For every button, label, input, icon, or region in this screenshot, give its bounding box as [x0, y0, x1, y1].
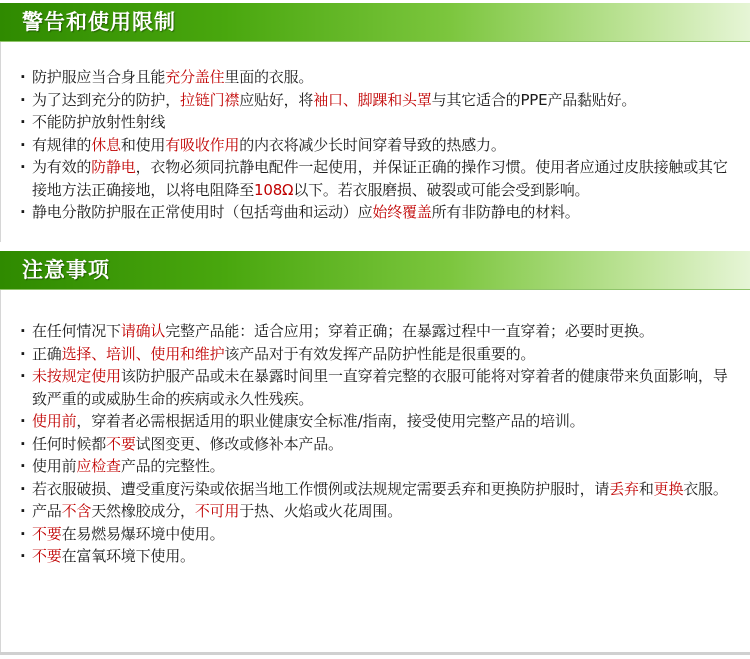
item-text: 和使用: [120, 135, 166, 154]
notes-item: [0, 523, 730, 546]
item-text: 有规律的: [32, 135, 92, 154]
bullet-icon: ·: [20, 135, 26, 154]
bullet-icon: ·: [20, 367, 26, 385]
notes-item: [0, 343, 730, 366]
item-text: 不能防护放射性射线: [32, 113, 166, 131]
highlighted-text: 始终覆盖: [372, 203, 432, 221]
item-text: 任何时候都: [32, 434, 107, 453]
item-text: 的内衣将减少长时间穿着导致的热感力。: [239, 135, 506, 154]
highlighted-text: 请确认: [120, 322, 166, 340]
notes-header: [0, 251, 750, 290]
item-text: ，衣物必须同抗静电配件一起使用，并保证正确的操作习惯。使用者应通过皮肤接触或其它接地方法正确接地，以将电阻降至: [32, 158, 728, 199]
highlighted-text: 防静电: [91, 158, 136, 176]
notes-item: [0, 410, 730, 433]
item-text: 在富氧环境下使用。: [61, 547, 195, 565]
notes-item: [0, 365, 730, 410]
highlighted-text: 拉链门襟: [180, 90, 240, 109]
bullet-icon: ·: [20, 158, 26, 176]
bullet-icon: ·: [20, 434, 26, 453]
notes-title: 注意事项: [22, 258, 110, 282]
highlighted-text: 休息: [91, 135, 121, 154]
warnings-header: [0, 3, 750, 42]
notes-item: [0, 545, 730, 568]
highlighted-text: 不含: [61, 502, 92, 520]
bullet-icon: ·: [20, 203, 26, 221]
highlighted-text: 不要: [32, 547, 62, 565]
highlighted-text: 袖口、脚踝和头罩: [313, 90, 432, 109]
highlighted-text: 选择、培训、使用和维护: [61, 344, 225, 363]
highlighted-text: 未按规定使用: [32, 367, 121, 385]
warnings-list: [0, 66, 730, 224]
notes-item: [0, 478, 730, 501]
item-text: 所有非防静电的材料。: [431, 203, 580, 221]
bullet-icon: ·: [20, 457, 26, 475]
notes-list: [0, 320, 730, 568]
bullet-icon: ·: [20, 344, 26, 363]
item-text: ，穿着者必需根据适用的职业健康安全标准/指南，接受使用完整产品的培训。: [76, 412, 585, 430]
bottom-divider: [0, 652, 750, 657]
item-text: 使用前: [32, 457, 77, 475]
warnings-item: [0, 66, 730, 89]
item-text: 天然橡胶成分，: [91, 502, 195, 520]
highlighted-text: 充分盖住: [165, 68, 225, 86]
warnings-item: [0, 134, 730, 157]
notes-item: [0, 500, 730, 523]
notes-item: [0, 455, 730, 478]
highlighted-text: 应检查: [76, 457, 121, 475]
item-text: 产品: [32, 502, 62, 520]
bullet-icon: ·: [20, 547, 26, 565]
bullet-icon: ·: [20, 412, 26, 430]
highlighted-text: 使用前: [32, 412, 77, 430]
highlighted-text: 有吸收作用: [165, 135, 240, 154]
item-text: 静电分散防护服在正常使用时（包括弯曲和运动）应: [32, 203, 373, 221]
item-text: 在任何情况下: [32, 322, 121, 340]
item-text: 应贴好，将: [239, 90, 314, 109]
warnings-item: [0, 111, 730, 134]
item-text: 里面的衣服。: [224, 68, 314, 86]
bullet-icon: ·: [20, 90, 26, 109]
warnings-item: [0, 156, 730, 201]
highlighted-text: 不要: [106, 434, 136, 453]
item-text: 为了达到充分的防护，: [32, 90, 181, 109]
item-text: 正确: [32, 344, 62, 363]
bullet-icon: ·: [20, 524, 26, 543]
item-text: 于热、火焰或火花周围。: [239, 502, 403, 520]
item-text: 完整产品能：适合应用；穿着正确；在暴露过程中一直穿着；必要时更换。: [165, 322, 654, 340]
item-text: 衣服。: [683, 479, 728, 498]
item-text: 产品的完整性。: [120, 457, 225, 475]
item-text: 为有效的: [32, 158, 92, 176]
highlighted-text: 丢弃: [609, 479, 639, 498]
item-text: 与其它适合的PPE产品黏贴好。: [431, 90, 637, 109]
item-text: 防护服应当合身且能: [32, 68, 166, 86]
item-text: 以下。若衣服磨损、破裂或可能会受到影响。: [293, 180, 590, 199]
highlighted-text: 更换: [653, 479, 684, 498]
bullet-icon: ·: [20, 322, 26, 340]
highlighted-text: 不要: [32, 524, 62, 543]
bullet-icon: ·: [20, 68, 26, 86]
bullet-icon: ·: [20, 113, 26, 131]
item-text: 和: [638, 479, 654, 498]
bullet-icon: ·: [20, 502, 26, 520]
item-text: 该防护服产品或未在暴露时间里一直穿着完整的衣服可能将对穿着者的健康带来负面影响，导致严重的或威胁生命的疾病或永久性残疾。: [32, 367, 728, 408]
warnings-item: [0, 89, 730, 112]
warnings-item: [0, 201, 730, 224]
item-text: 试图变更、修改或修补本产品。: [135, 434, 343, 453]
warnings-title: 警告和使用限制: [22, 10, 176, 34]
item-text: 在易燃易爆环境中使用。: [61, 524, 225, 543]
item-text: 该产品对于有效发挥产品防护性能是很重要的。: [224, 344, 536, 363]
notes-item: [0, 320, 730, 343]
highlighted-text: 不可用: [194, 502, 240, 520]
bullet-icon: ·: [20, 479, 26, 498]
notes-item: [0, 433, 730, 456]
highlighted-text: 108Ω: [254, 180, 294, 199]
item-text: 若衣服破损、遭受重度污染或依据当地工作惯例或法规规定需要丢弃和更换防护服时，请: [32, 479, 610, 498]
